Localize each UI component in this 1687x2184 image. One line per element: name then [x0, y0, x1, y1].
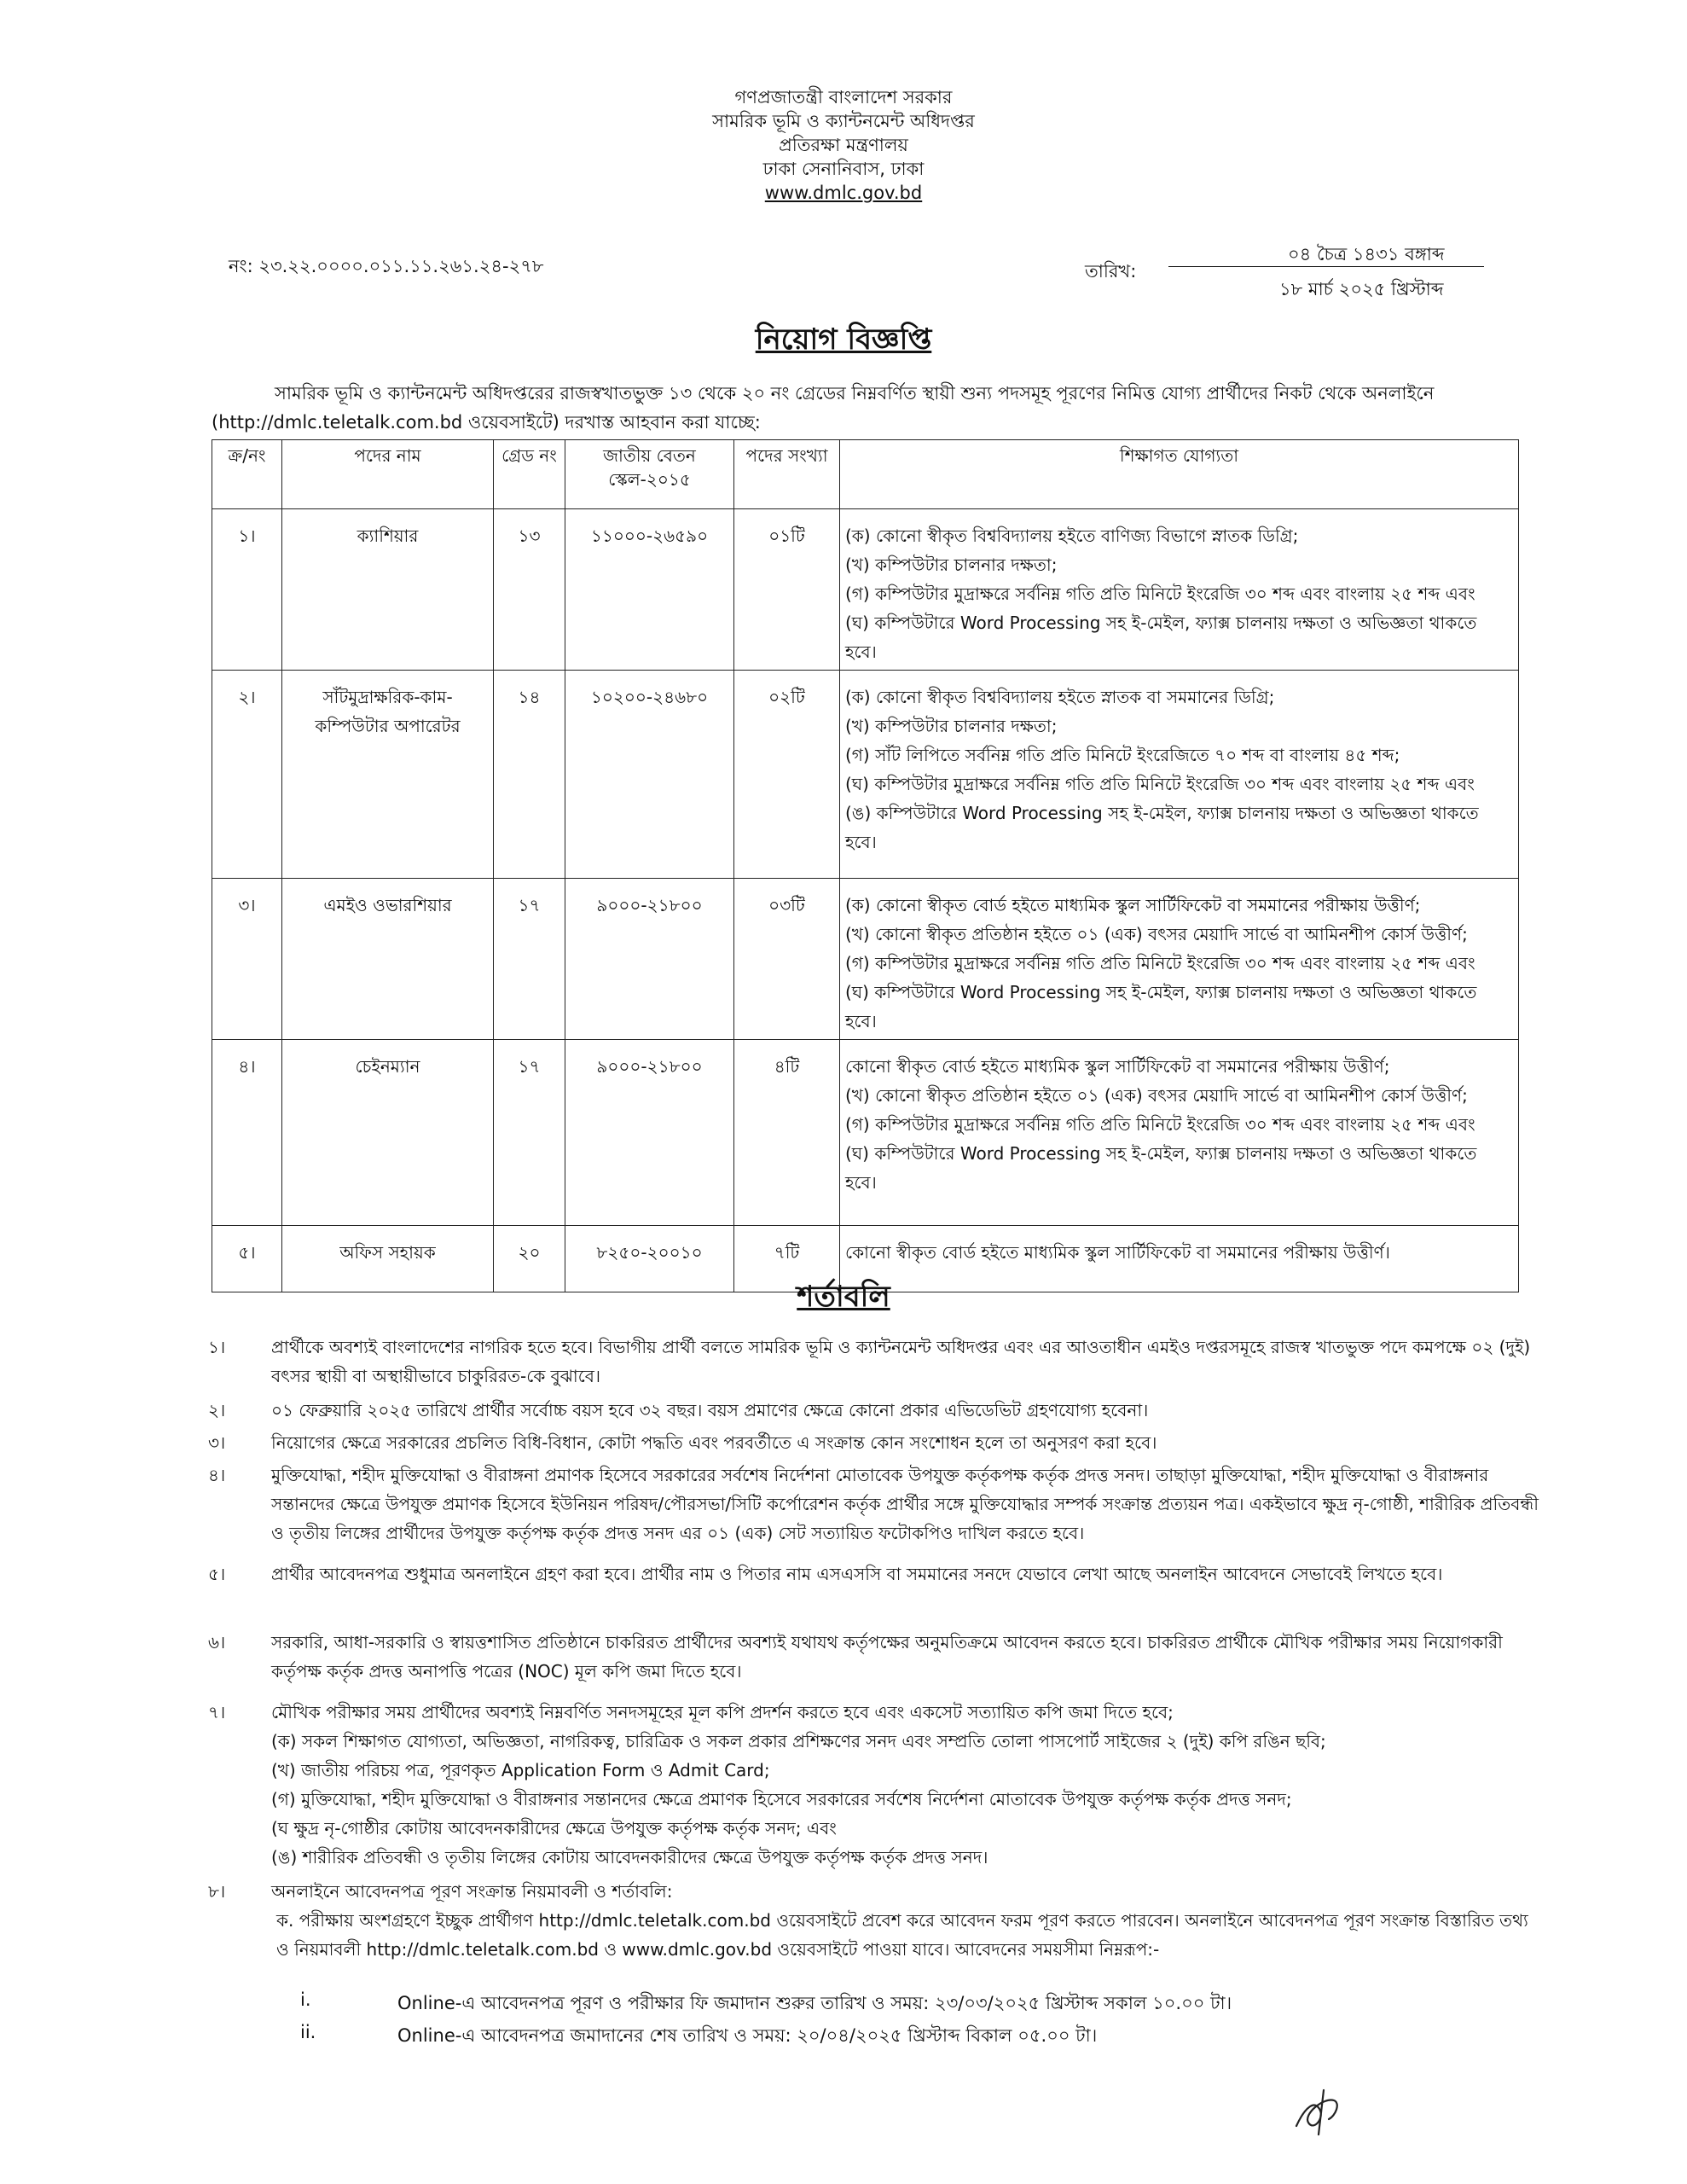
header-location: ঢাকা সেনানিবাস, ঢাকা — [762, 159, 925, 179]
qualification-line: (ঘ) কম্পিউটার মুদ্রাক্ষরে সর্বনিম্ন গতি প্রতি মিনিটে ইংরেজি ৩০ শব্দ এবং বাংলায় ২৫ শব্দ এবং — [845, 774, 1475, 794]
timeline-start: Online-এ আবেদনপত্র পূরণ ও পরীক্ষার ফি জমাদান শুরুর তারিখ ও সময়: ২৩/০৩/২০২৫ খ্রিস্টাব্দ সকাল ১০.০০ টা। — [397, 1993, 1232, 2013]
qualification-line: (ঘ) কম্পিউটারে Word Processing সহ ই-মেইল, ফ্যাক্স চালনায় দক্ষতা ও অভিজ্ঞতা থাকতে হবে। — [845, 613, 1477, 662]
cell-qualification — [840, 671, 1519, 879]
cell-qualification — [840, 879, 1519, 1040]
table-row — [212, 509, 1519, 671]
cell-grade: ১৩ — [494, 509, 565, 671]
cell-serial: ৪। — [212, 1040, 282, 1226]
cell-grade: ১৭ — [494, 1040, 565, 1226]
condition-item — [208, 1877, 1539, 1964]
condition-item — [208, 1698, 1539, 1872]
condition-text: সরকারি, আধা-সরকারি ও স্বায়ত্তশাসিত প্রতিষ্ঠানে চাকরিরত প্রার্থীদের অবশ্যই যথাযথ কর্তৃপক্ষের অনুমতিক্রমে আবেদন করতে হবে। চাকরিরত প্রার্থীকে মৌখিক পরীক্ষার সময় নিয়োগকারী কর্তৃপক্ষ কর্তৃক প্রদত্ত অনাপত্তি পত্রের (NOC) মূল কপি জমা দিতে হবে। — [271, 1632, 1503, 1682]
posts-table — [212, 439, 1519, 1292]
cell-count: ০২টি — [734, 671, 840, 879]
date-english: ১৮ মার্চ ২০২৫ খ্রিস্টাব্দ — [1279, 279, 1444, 299]
col-count: পদের সংখ্যা — [734, 440, 840, 509]
condition-number: ১। — [208, 1337, 226, 1357]
timeline-index: i. — [300, 1989, 311, 2010]
condition-text: নিয়োগের ক্ষেত্রে সরকারের প্রচলিত বিধি-বিধান, কোটা পদ্ধতি এবং পরবর্তীতে এ সংক্রান্ত কোন সংশোধন হলে তা অনুসরণ করা হবে। — [271, 1432, 1157, 1453]
condition-number: ৫। — [208, 1564, 226, 1584]
header-govt: গণপ্রজাতন্ত্রী বাংলাদেশ সরকার — [734, 87, 953, 107]
qualification-line: (গ) কম্পিউটার মুদ্রাক্ষরে সর্বনিম্ন গতি প্রতি মিনিটে ইংরেজি ৩০ শব্দ এবং বাংলায় ২৫ শব্দ এবং — [845, 953, 1475, 973]
notice-title-text: নিয়োগ বিজ্ঞপ্তি — [755, 322, 932, 357]
qualification-line: (খ) কোনো স্বীকৃত প্রতিষ্ঠান হইতে ০১ (এক) বৎসর মেয়াদি সার্ভে বা আমিনশীপ কোর্স উত্তীর্ণ; — [845, 924, 1468, 944]
cell-scale: ৮২৫০-২০০১০ — [565, 1226, 734, 1292]
condition-number: ৪। — [208, 1465, 226, 1485]
cell-grade: ১৪ — [494, 671, 565, 879]
intro-text: সামরিক ভূমি ও ক্যান্টনমেন্ট অধিদপ্তরের রাজস্বখাতভুক্ত ১৩ থেকে ২০ নং গ্রেডের নিম্নবর্ণিত স্থায়ী শুন্য পদসমূহ পূরণের নিমিত্ত যোগ্য প্রার্থীদের নিকট থেকে অনলাইনে (http://dmlc.teletalk.com.bd ওয়েবসাইটে) দরখাস্ত আহবান করা যাচ্ছে: — [212, 383, 1435, 433]
condition-item — [208, 1560, 1539, 1589]
cell-scale: ৯০০০-২১৮০০ — [565, 879, 734, 1040]
qualification-line: (ক) কোনো স্বীকৃত বিশ্ববিদ্যালয় হইতে বাণিজ্য বিভাগে স্নাতক ডিগ্রি; — [845, 526, 1299, 546]
date-label: তারিখ: — [1085, 261, 1137, 282]
cell-grade: ২০ — [494, 1226, 565, 1292]
cell-post: ক্যাশিয়ার — [282, 509, 494, 671]
notice-title — [0, 317, 1687, 366]
table-row — [212, 1040, 1519, 1226]
header-website: www.dmlc.gov.bd — [764, 183, 923, 203]
qualification-line: (ঙ) কম্পিউটারে Word Processing সহ ই-মেইল, ফ্যাক্স চালনায় দক্ষতা ও অভিজ্ঞতা থাকতে হবে। — [845, 803, 1479, 852]
condition-item — [208, 1461, 1539, 1548]
cell-qualification — [840, 1040, 1519, 1226]
date-divider — [1168, 266, 1484, 267]
cell-scale: ৯০০০-২১৮০০ — [565, 1040, 734, 1226]
cell-serial: ২। — [212, 671, 282, 879]
table-row — [212, 879, 1519, 1040]
header-department: সামরিক ভূমি ও ক্যান্টনমেন্ট অধিদপ্তর — [712, 111, 975, 131]
condition-item — [208, 1333, 1539, 1391]
document-list-item: (খ) জাতীয় পরিচয় পত্র, পূরণকৃত Application Form ও Admit Card; — [271, 1760, 770, 1780]
qualification-line: (ক) কোনো স্বীকৃত বিশ্ববিদ্যালয় হইতে স্নাতক বা সমমানের ডিগ্রি; — [845, 687, 1275, 707]
header-ministry: প্রতিরক্ষা মন্ত্রণালয় — [779, 135, 908, 155]
col-post: পদের নাম — [282, 440, 494, 509]
condition-number: ৮। — [208, 1881, 226, 1902]
table-row — [212, 671, 1519, 879]
condition-text: প্রার্থীকে অবশ্যই বাংলাদেশের নাগরিক হতে হবে। বিভাগীয় প্রার্থী বলতে সামরিক ভূমি ও ক্যান্টনমেন্ট অধিদপ্তর এবং এর আওতাধীন এমইও দপ্তরসমূহে রাজস্ব খাতভুক্ত পদে কমপক্ষে ০২ (দুই) বৎসর স্থায়ী বা অস্থায়ীভাবে চাকুরিরত-কে বুঝাবে। — [271, 1337, 1531, 1386]
condition-number: ৩। — [208, 1432, 226, 1453]
condition-text: ০১ ফেব্রুয়ারি ২০২৫ তারিখে প্রার্থীর সর্বোচ্চ বয়স হবে ৩২ বছর। বয়স প্রমাণের ক্ষেত্রে কোনো প্রকার এভিডেভিট গ্রহণযোগ্য হবেনা। — [271, 1400, 1149, 1420]
document-list-item: (গ) মুক্তিযোদ্ধা, শহীদ মুক্তিযোদ্ধা ও বীরাঙ্গনার সন্তানদের ক্ষেত্রে প্রমাণক হিসেবে সরকারের সর্বশেষ নির্দেশনা মোতাবেক উপযুক্ত কর্তৃপক্ষ কর্তৃক প্রদত্ত সনদ; — [271, 1789, 1292, 1809]
conditions-title-text: শর্তাবলি — [797, 1280, 890, 1314]
signature-mark — [1290, 2082, 1349, 2141]
cell-serial: ৫। — [212, 1226, 282, 1292]
condition-number: ৭। — [208, 1702, 226, 1722]
condition-text: মুক্তিযোদ্ধা, শহীদ মুক্তিযোদ্ধা ও বীরাঙ্গনা প্রমাণক হিসেবে সরকারের সর্বশেষ নির্দেশনা মোতাবেক উপযুক্ত কর্তৃকপক্ষ কর্তৃক প্রদত্ত সনদ। তাছাড়া মুক্তিযোদ্ধা, শহীদ মুক্তিযোদ্ধা ও বীরাঙ্গনার সন্তানদের ক্ষেত্রে উপযুক্ত প্রমাণক হিসেবে ইউনিয়ন পরিষদ/পৌরসভা/সিটি কর্পোরেশন কর্তৃক প্রার্থীর সঙ্গে মুক্তিযোদ্ধার সম্পর্ক সংক্রান্ত প্রত্যয়ন পত্র। একইভাবে ক্ষুদ্র নৃ-গোষ্ঠী, শারীরিক প্রতিবন্ধী ও তৃতীয় লিঙ্গের প্রার্থীদের উপযুক্ত কর্তৃপক্ষ কর্তৃক প্রদত্ত সনদ এর ০১ (এক) সেট সত্যায়িত ফটোকপিও দাখিল করতে হবে। — [271, 1465, 1539, 1543]
condition-body — [271, 1877, 1539, 1964]
qualification-line: (ঘ) কম্পিউটারে Word Processing সহ ই-মেইল, ফ্যাক্স চালনায় দক্ষতা ও অভিজ্ঞতা থাকতে হবে। — [845, 1143, 1477, 1193]
qualification-line: (গ) কম্পিউটার মুদ্রাক্ষরে সর্বনিম্ন গতি প্রতি মিনিটে ইংরেজি ৩০ শব্দ এবং বাংলায় ২৫ শব্দ এবং — [845, 584, 1475, 604]
condition-body — [271, 1698, 1539, 1872]
date-bangla: ০৪ চৈত্র ১৪৩১ বঙ্গাব্দ — [1288, 244, 1445, 264]
qualification-line: কোনো স্বীকৃত বোর্ড হইতে মাধ্যমিক স্কুল সার্টিফিকেট বা সমমানের পরীক্ষায় উত্তীর্ণ। — [845, 1242, 1390, 1263]
memo-number: নং: ২৩.২২.০০০০.০১১.১১.২৬১.২৪-২৭৮ — [229, 256, 544, 276]
qualification-line: (খ) কোনো স্বীকৃত প্রতিষ্ঠান হইতে ০১ (এক) বৎসর মেয়াদি সার্ভে বা আমিনশীপ কোর্স উত্তীর্ণ; — [845, 1085, 1468, 1106]
condition-item — [208, 1628, 1539, 1686]
condition-item — [208, 1396, 1539, 1425]
condition-item — [208, 1428, 1539, 1457]
intro-paragraph — [212, 379, 1540, 437]
condition-number: ২। — [208, 1400, 226, 1420]
cell-post: চেইনম্যান — [282, 1040, 494, 1226]
condition-text: অনলাইনে আবেদনপত্র পূরণ সংক্রান্ত নিয়মাবলী ও শর্তাবলি: — [271, 1881, 673, 1902]
timeline-end: Online-এ আবেদনপত্র জমাদানের শেষ তারিখ ও সময়: ২০/০৪/২০২৫ খ্রিস্টাব্দ বিকাল ০৫.০০ টা। — [397, 2025, 1098, 2046]
col-serial: ক্র/নং — [212, 440, 282, 509]
cell-post: এমইও ওভারশিয়ার — [282, 879, 494, 1040]
cell-count: ৭টি — [734, 1226, 840, 1292]
qualification-line: (খ) কম্পিউটার চালনার দক্ষতা; — [845, 555, 1058, 575]
qualification-line: (খ) কম্পিউটার চালনার দক্ষতা; — [845, 716, 1058, 736]
office-header — [0, 85, 1687, 205]
cell-grade: ১৭ — [494, 879, 565, 1040]
cell-qualification — [840, 509, 1519, 671]
condition-text: প্রার্থীর আবেদনপত্র শুধুমাত্র অনলাইনে গ্রহণ করা হবে। প্রার্থীর নাম ও পিতার নাম এসএসসি বা সমমানের সনদে যেভাবে লেখা আছে অনলাইন আবেদনে সেভাবেই লিখতে হবে। — [271, 1564, 1443, 1584]
cell-post: সাঁটমুদ্রাক্ষরিক-কাম-কম্পিউটার অপারেটর — [282, 671, 494, 879]
cell-scale: ১১০০০-২৬৫৯০ — [565, 509, 734, 671]
application-instructions: ক. পরীক্ষায় অংশগ্রহণে ইচ্ছুক প্রার্থীগণ http://dmlc.teletalk.com.bd ওয়েবসাইটে প্রবেশ করে আবেদন ফরম পূরণ করতে পারবেন। অনলাইনে আবেদনপত্র পূরণ সংক্রান্ত বিস্তারিত তথ্য ও নিয়মাবলী http://dmlc.teletalk.com.bd ও www.dmlc.gov.bd ওয়েবসাইটে পাওয়া যাবে। আবেদনের সময়সীমা নিম্নরূপ:- — [276, 1910, 1528, 1960]
qualification-line: (ঘ) কম্পিউটারে Word Processing সহ ই-মেইল, ফ্যাক্স চালনায় দক্ষতা ও অভিজ্ঞতা থাকতে হবে। — [845, 982, 1477, 1031]
condition-text: মৌখিক পরীক্ষার সময় প্রার্থীদের অবশ্যই নিম্নবর্ণিত সনদসমূহের মূল কপি প্রদর্শন করতে হবে এবং একসেট সত্যায়িত কপি জমা দিতে হবে; — [271, 1702, 1174, 1722]
col-qualification: শিক্ষাগত যোগ্যতা — [840, 440, 1519, 509]
cell-count: ০৩টি — [734, 879, 840, 1040]
qualification-line: (গ) কম্পিউটার মুদ্রাক্ষরে সর্বনিম্ন গতি প্রতি মিনিটে ইংরেজি ৩০ শব্দ এবং বাংলায় ২৫ শব্দ এবং — [845, 1114, 1475, 1135]
col-scale: জাতীয় বেতন স্কেল-২০১৫ — [565, 440, 734, 509]
qualification-line: (ক) কোনো স্বীকৃত বোর্ড হইতে মাধ্যমিক স্কুল সার্টিফিকেট বা সমমানের পরীক্ষায় উত্তীর্ণ; — [845, 895, 1421, 915]
conditions-title — [0, 1275, 1687, 1323]
document-list-item: (ঙ) শারীরিক প্রতিবন্ধী ও তৃতীয় লিঙ্গের কোটায় আবেদনকারীদের ক্ষেত্রে উপযুক্ত কর্তৃপক্ষ কর্তৃক প্রদত্ত সনদ। — [271, 1847, 988, 1867]
cell-serial: ৩। — [212, 879, 282, 1040]
cell-scale: ১০২০০-২৪৬৮০ — [565, 671, 734, 879]
condition-number: ৬। — [208, 1632, 226, 1653]
table-header-row — [212, 440, 1519, 509]
qualification-line: (গ) সাঁট লিপিতে সর্বনিম্ন গতি প্রতি মিনিটে ইংরেজিতে ৭০ শব্দ বা বাংলায় ৪৫ শব্দ; — [845, 745, 1400, 765]
cell-count: ৪টি — [734, 1040, 840, 1226]
timeline-index: ii. — [300, 2022, 316, 2042]
cell-post: অফিস সহায়ক — [282, 1226, 494, 1292]
cell-count: ০১টি — [734, 509, 840, 671]
qualification-line: কোনো স্বীকৃত বোর্ড হইতে মাধ্যমিক স্কুল সার্টিফিকেট বা সমমানের পরীক্ষায় উত্তীর্ণ; — [845, 1056, 1390, 1077]
document-list-item: (ক) সকল শিক্ষাগত যোগ্যতা, অভিজ্ঞতা, নাগরিকত্ব, চারিত্রিক ও সকল প্রকার প্রশিক্ষণের সনদ এবং সম্প্রতি তোলা পাসপোর্ট সাইজের ২ (দুই) কপি রঙিন ছবি; — [271, 1731, 1326, 1751]
cell-serial: ১। — [212, 509, 282, 671]
document-list-item: (ঘ ক্ষুদ্র নৃ-গোষ্ঠীর কোটায় আবেদনকারীদের ক্ষেত্রে উপযুক্ত কর্তৃপক্ষ কর্তৃক সনদ; এবং — [271, 1818, 837, 1838]
col-grade: গ্রেড নং — [494, 440, 565, 509]
